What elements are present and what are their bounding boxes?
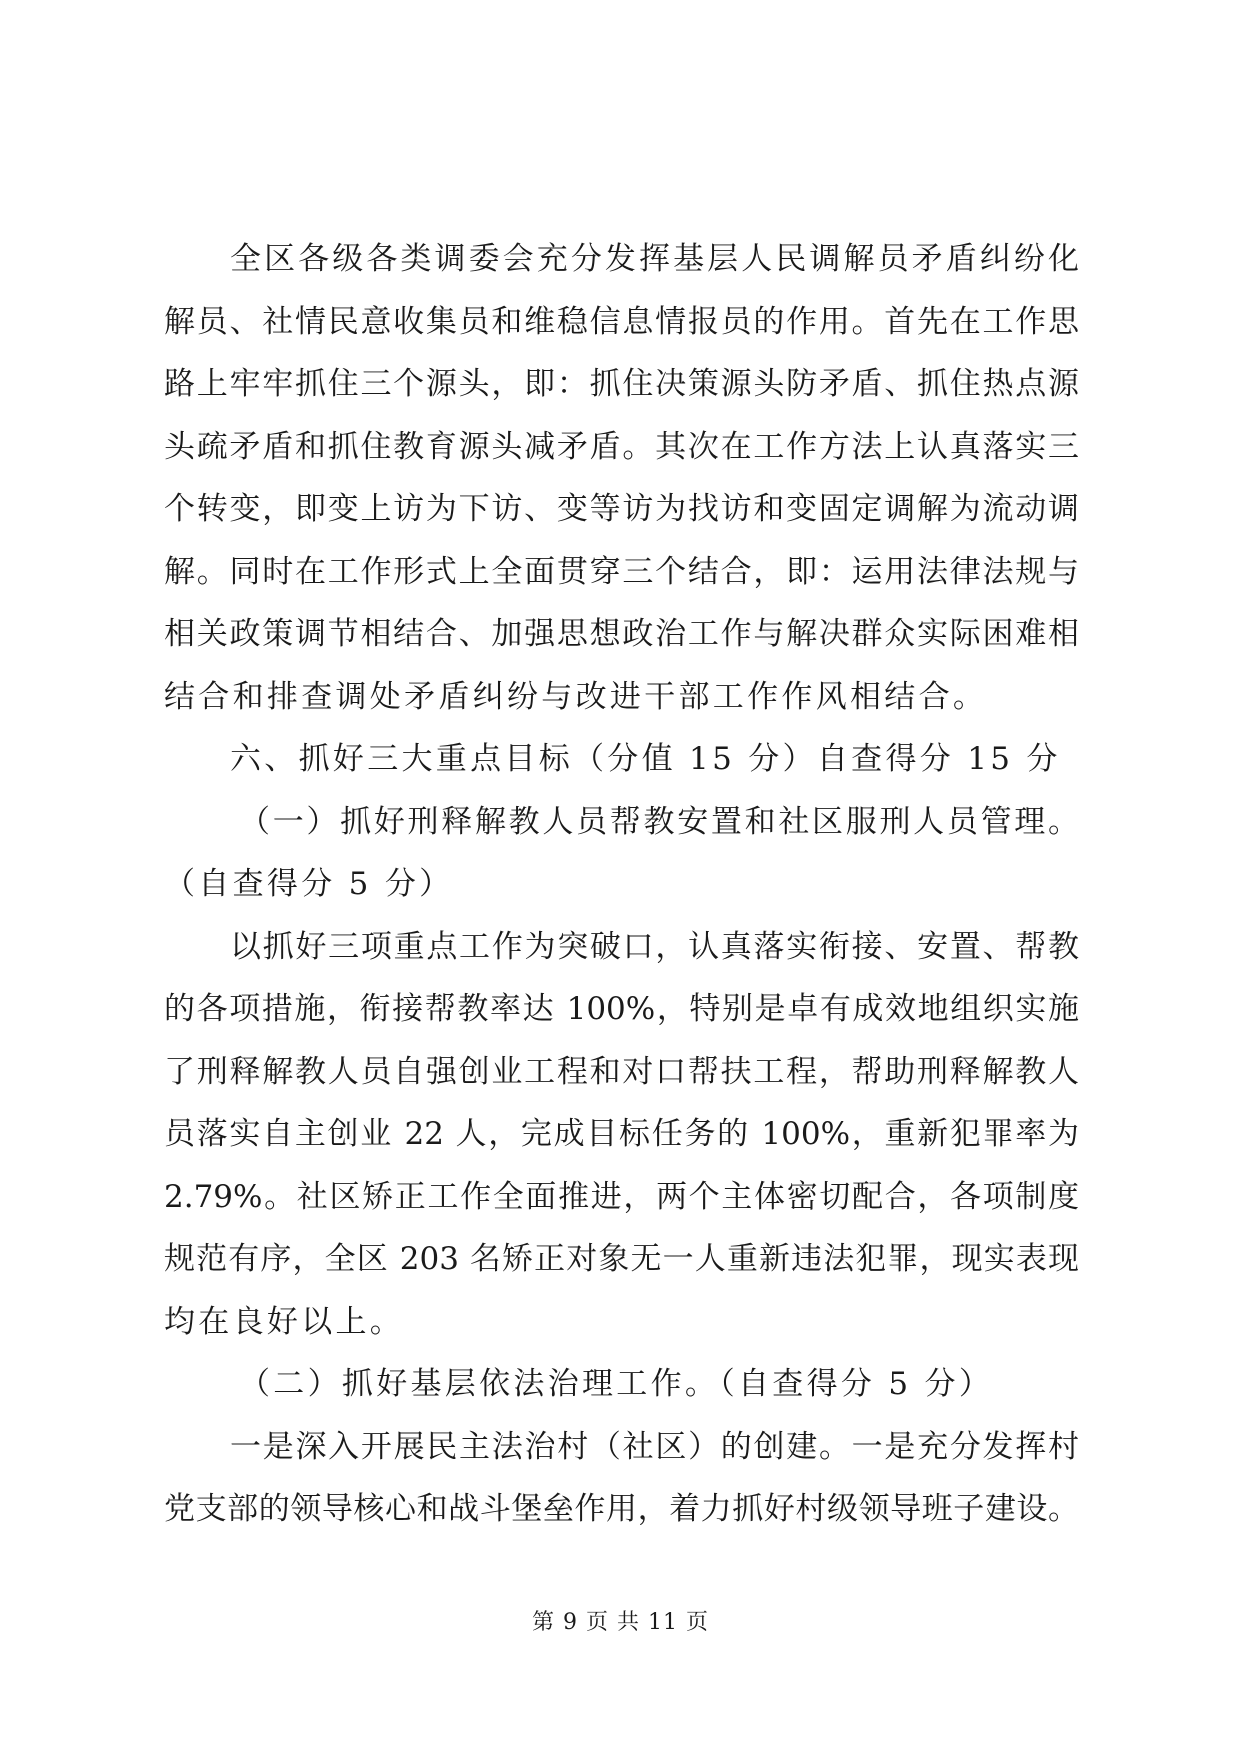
paragraph-line: 员落实自主创业 22 人，完成目标任务的 100%，重新犯罪率为 <box>164 1116 1079 1152</box>
page-number-footer: 第 9 页 共 11 页 <box>532 1610 709 1635</box>
paragraph-line: 结合和排查调处矛盾纠纷与改进干部工作作风相结合。 <box>164 678 988 715</box>
paragraph-line: 解员、社情民意收集员和维稳信息情报员的作用。首先在工作思 <box>164 303 1079 340</box>
paragraph-line: 全区各级各类调委会充分发挥基层人民调解员矛盾纠纷化 <box>230 241 1079 277</box>
subsection-heading: （二）抓好基层依法治理工作。（自查得分 5 分） <box>239 1366 994 1402</box>
paragraph-line: 一是深入开展民主法治村（社区）的创建。一是充分发挥村 <box>230 1428 1079 1465</box>
document-body <box>164 228 1079 1541</box>
paragraph-line: 以抓好三项重点工作为突破口，认真落实衔接、安置、帮教 <box>230 928 1079 965</box>
subsection-heading: （自查得分 5 分） <box>164 866 454 902</box>
paragraph-line: 均在良好以上。 <box>164 1303 405 1340</box>
section-heading: 六、抓好三大重点目标（分值 15 分）自查得分 15 分 <box>230 741 1061 777</box>
subsection-heading: （一）抓好刑释解教人员帮教安置和社区服刑人员管理。 <box>239 803 1079 840</box>
paragraph-line: 了刑释解教人员自强创业工程和对口帮扶工程，帮助刑释解教人 <box>164 1053 1079 1090</box>
paragraph-line: 规范有序，全区 203 名矫正对象无一人重新违法犯罪，现实表现 <box>164 1241 1079 1277</box>
paragraph-line: 解。同时在工作形式上全面贯穿三个结合，即：运用法律法规与 <box>164 553 1079 590</box>
paragraph-line: 路上牢牢抓住三个源头，即：抓住决策源头防矛盾、抓住热点源 <box>164 366 1079 402</box>
paragraph-line: 2.79%。社区矫正工作全面推进，两个主体密切配合，各项制度 <box>164 1178 1079 1215</box>
paragraph-line: 头疏矛盾和抓住教育源头减矛盾。其次在工作方法上认真落实三 <box>164 428 1079 465</box>
paragraph-line: 党支部的领导核心和战斗堡垒作用，着力抓好村级领导班子建设。 <box>164 1491 1079 1527</box>
paragraph-line: 相关政策调节相结合、加强思想政治工作与解决群众实际困难相 <box>164 616 1079 652</box>
paragraph-line: 个转变，即变上访为下访、变等访为找访和变固定调解为流动调 <box>164 491 1079 527</box>
paragraph-line: 的各项措施，衔接帮教率达 100%，特别是卓有成效地组织实施 <box>164 991 1079 1027</box>
